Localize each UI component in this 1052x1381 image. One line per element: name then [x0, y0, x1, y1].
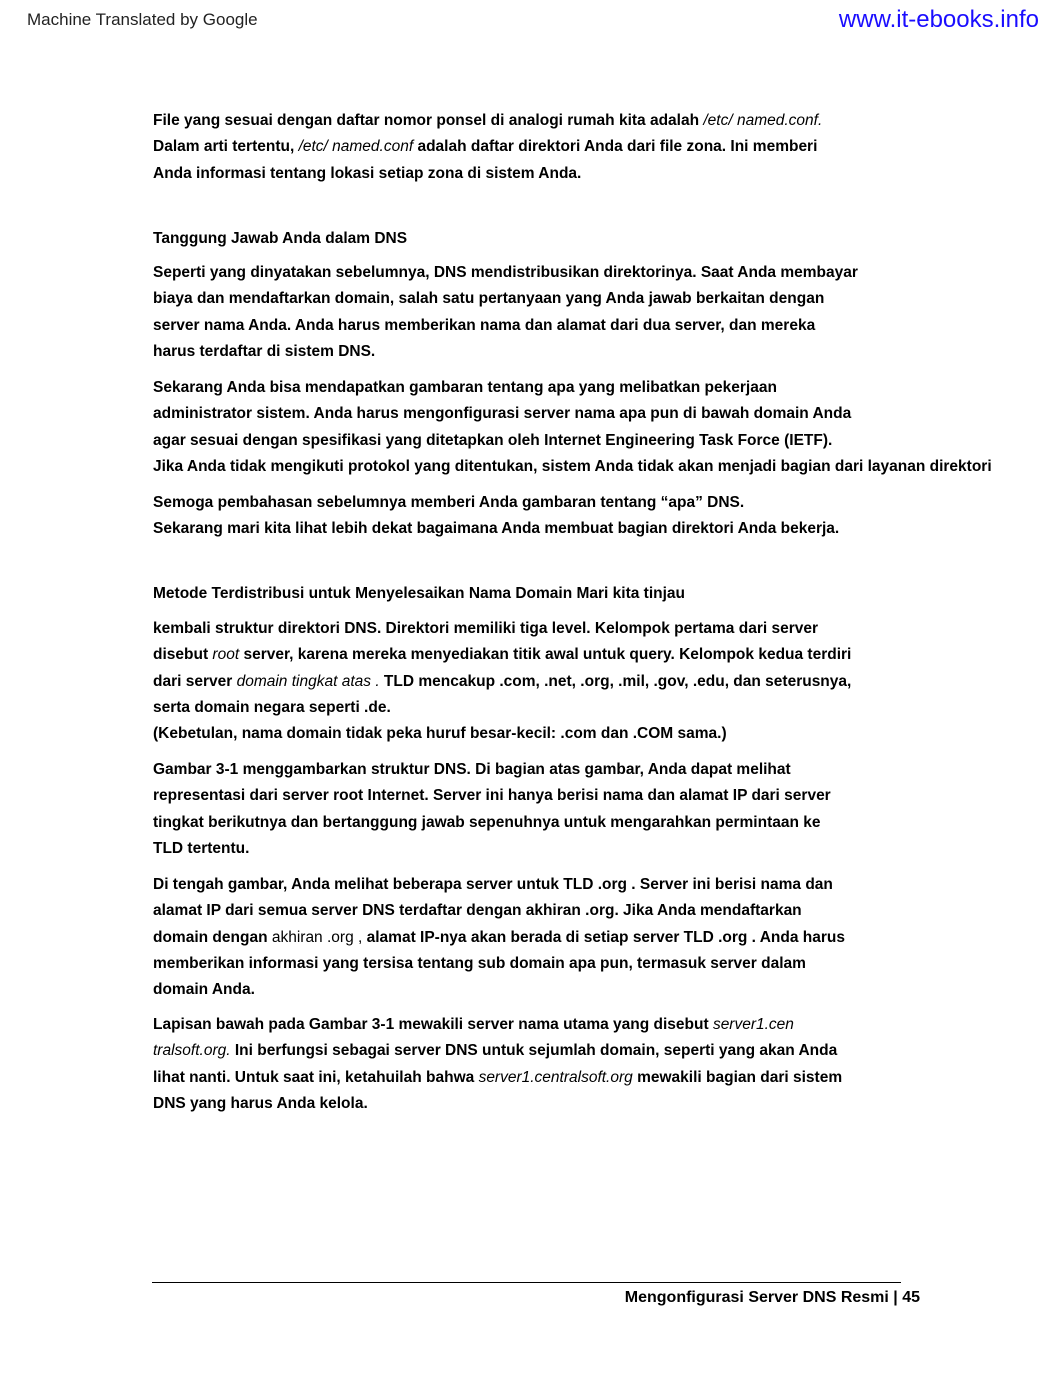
site-link[interactable]: www.it-ebooks.info: [838, 6, 1039, 33]
paragraph-1-line-2b: adalah daftar direktori Anda dari file zona. Ini memberi: [413, 138, 818, 156]
paragraph-3-line-1: Sekarang Anda bisa mendapatkan gambaran tentang apa yang melibatkan pekerjaan: [153, 379, 777, 396]
paragraph-6-line-3: tingkat berikutnya dan bertanggung jawab sepenuhnya untuk mengarahkan permintaan ke: [153, 813, 821, 831]
paragraph-3: [153, 375, 992, 480]
paragraph-2-line-3: server nama Anda. Anda harus memberikan nama dan alamat dari dua server, dan mereka: [153, 316, 816, 334]
paragraph-3-line-3: agar sesuai dengan spesifikasi yang ditetapkan oleh Internet Engineering Task Force (IETF).: [153, 431, 833, 449]
paragraph-6-line-2: representasi dari server root Internet. Server ini hanya berisi nama dan alamat IP dari server: [153, 787, 831, 805]
paragraph-6: [153, 757, 831, 862]
machine-translated-label: Machine Translated by Google: [27, 10, 258, 29]
section-heading-responsibility: Tanggung Jawab Anda dalam DNS: [153, 230, 408, 247]
paragraph-4-line-2: Sekarang mari kita lihat lebih dekat bagaimana Anda membuat bagian direktori Anda bekerja.: [153, 520, 840, 538]
footer-divider: [152, 1282, 901, 1283]
paragraph-8-line-1a: Lapisan bawah pada Gambar 3-1 mewakili server nama utama yang disebut: [153, 1016, 713, 1033]
paragraph-5-line-1: kembali struktur direktori DNS. Direktori memiliki tiga level. Kelompok pertama dari server: [153, 620, 819, 637]
paragraph-8-line-2b: Ini berfungsi sebagai server DNS untuk sejumlah domain, seperti yang akan Anda: [230, 1042, 838, 1060]
paragraph-1-line-1: File yang sesuai dengan daftar nomor ponsel di analogi rumah kita adalah: [153, 112, 704, 129]
paragraph-8: [153, 1012, 842, 1117]
named-conf-path: /etc/ named.conf.: [703, 112, 823, 129]
paragraph-7-line-3b: alamat IP-nya akan berada di setiap server TLD .org . Anda harus: [362, 928, 845, 946]
page-footer: Mengonfigurasi Server DNS Resmi | 45: [624, 1289, 920, 1306]
paragraph-2: [153, 260, 858, 365]
paragraph-8-line-4: DNS yang harus Anda kelola.: [153, 1094, 368, 1112]
paragraph-1: [153, 108, 822, 187]
paragraph-1-line-2a: Dalam arti tertentu,: [153, 138, 299, 156]
paragraph-5-line-3a: dari server: [153, 672, 237, 690]
paragraph-7: [153, 872, 845, 1003]
paragraph-4-line-1: Semoga pembahasan sebelumnya memberi Anda gambaran tentang “apa” DNS.: [153, 494, 745, 511]
server-host-part-2: tralsoft.org.: [153, 1042, 231, 1060]
named-conf-path-2: /etc/ named.conf: [298, 138, 414, 156]
paragraph-5-line-3b: TLD mencakup .com, .net, .org, .mil, .gov, .edu, dan seterusnya,: [379, 672, 852, 690]
org-suffix-term: akhiran .org ,: [271, 928, 363, 946]
paragraph-1-line-3: Anda informasi tentang lokasi setiap zona di sistem Anda.: [153, 164, 582, 182]
paragraph-5-line-5: (Kebetulan, nama domain tidak peka huruf besar-kecil: .com dan .COM sama.): [153, 725, 727, 743]
server-host-part-1: server1.cen: [712, 1016, 794, 1033]
paragraph-3-line-2: administrator sistem. Anda harus mengonfigurasi server nama apa pun di bawah domain Anda: [153, 405, 852, 423]
paragraph-6-line-1: Gambar 3-1 menggambarkan struktur DNS. Di bagian atas gambar, Anda dapat melihat: [153, 761, 791, 778]
paragraph-7-line-2: alamat IP dari semua server DNS terdaftar dengan akhiran .org. Jika Anda mendaftarkan: [153, 902, 802, 920]
tld-term: domain tingkat atas .: [236, 672, 380, 690]
server-hostname: server1.centralsoft.org: [478, 1068, 633, 1086]
paragraph-4: [153, 490, 839, 543]
paragraph-7-line-1: Di tengah gambar, Anda melihat beberapa server untuk TLD .org . Server ini berisi nama dan: [153, 876, 833, 893]
paragraph-7-line-4: memberikan informasi yang tersisa tentang sub domain apa pun, termasuk server dalam: [153, 954, 806, 972]
root-term: root: [212, 646, 240, 664]
paragraph-5: [153, 616, 851, 747]
paragraph-7-line-5: domain Anda.: [153, 981, 255, 999]
paragraph-3-line-4: Jika Anda tidak mengikuti protokol yang ditentukan, sistem Anda tidak akan menjadi bagian dari layanan direktori: [153, 457, 992, 475]
section-heading-distributed-method: Metode Terdistribusi untuk Menyelesaikan Nama Domain Mari kita tinjau: [153, 585, 686, 602]
paragraph-5-line-4: serta domain negara seperti .de.: [153, 698, 391, 716]
paragraph-8-line-3b: mewakili bagian dari sistem: [632, 1068, 843, 1086]
paragraph-2-line-1: Seperti yang dinyatakan sebelumnya, DNS mendistribusikan direktorinya. Saat Anda membayar: [153, 264, 858, 281]
paragraph-2-line-2: biaya dan mendaftarkan domain, salah satu pertanyaan yang Anda jawab berkaitan dengan: [153, 290, 825, 308]
paragraph-2-line-4: harus terdaftar di sistem DNS.: [153, 342, 376, 360]
paragraph-8-line-3a: lihat nanti. Untuk saat ini, ketahuilah bahwa: [153, 1068, 479, 1086]
paragraph-5-line-2a: disebut: [153, 646, 213, 664]
paragraph-5-line-2b: server, karena mereka menyediakan titik awal untuk query. Kelompok kedua terdiri: [239, 646, 852, 664]
paragraph-7-line-3a: domain dengan: [153, 928, 272, 946]
paragraph-6-line-4: TLD tertentu.: [153, 839, 250, 857]
